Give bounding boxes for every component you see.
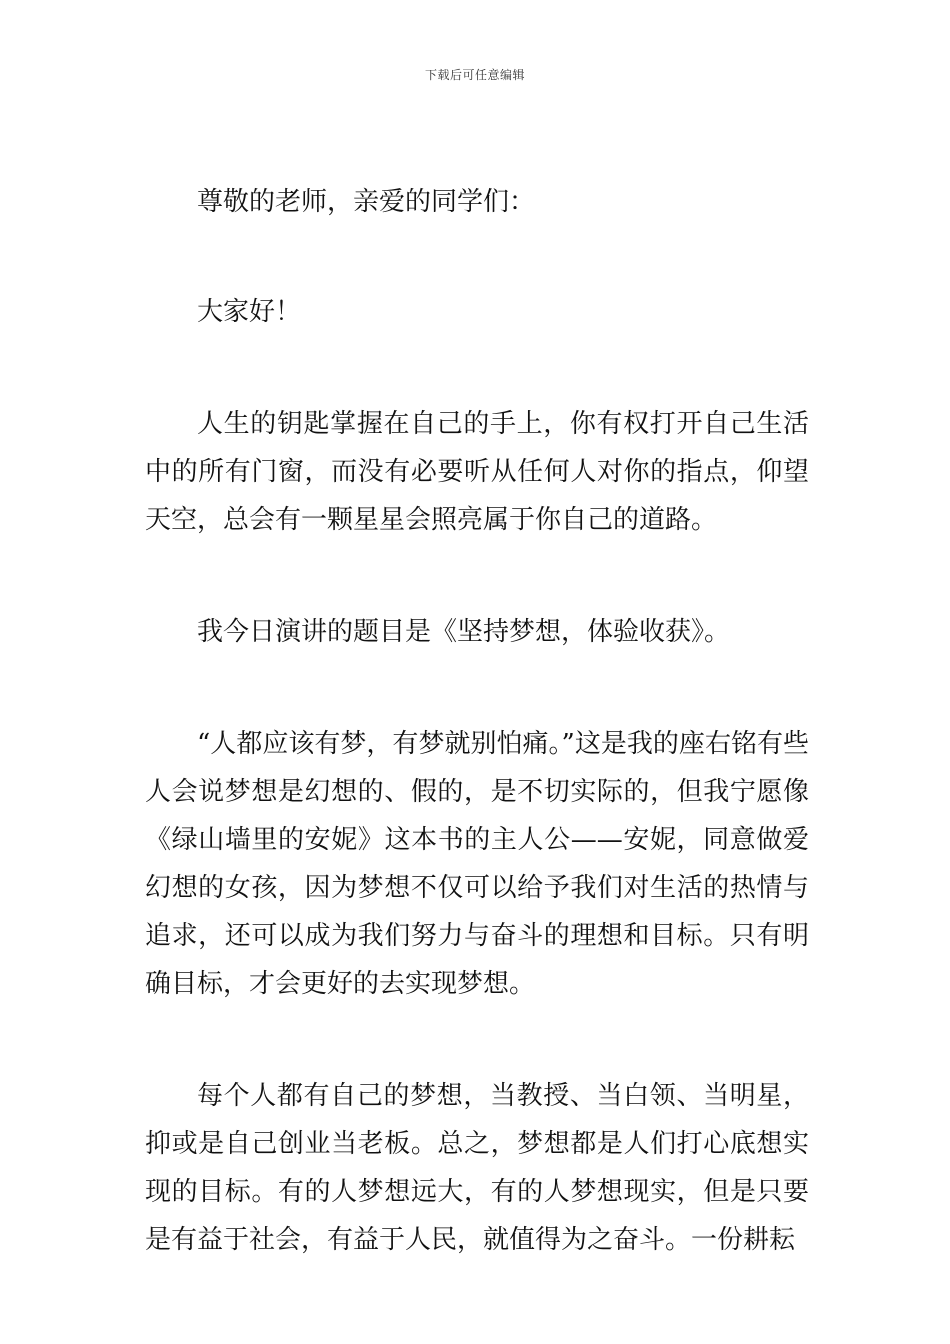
paragraph-topic: 我今日演讲的题目是《坚持梦想，体验收获》。 bbox=[197, 617, 731, 647]
page-header: 下载后可任意编辑 bbox=[424, 68, 525, 82]
paragraph-motto: “人都应该有梦，有梦就别怕痛。”这是我的座右铭有些人会说梦想是幻想的、假的，是不切实际的，但我宁愿像《绿山墙里的安妮》这本书的主人公——安妮，同意做爱幻想的女孩，因为梦想不仅可以给予我们对生活的热情与追求，还可以成为我们努力与奋斗的理想和目标。只有明确目标，才会更好的去实现梦想。 bbox=[145, 729, 809, 999]
greeting: 大家好！ bbox=[197, 297, 302, 327]
paragraph-intro: 人生的钥匙掌握在自己的手上，你有权打开自己生活中的所有门窗，而没有必要听从任何人对你的指点，仰望天空，总会有一颗星星会照亮属于你自己的道路。 bbox=[145, 409, 809, 535]
document-body bbox=[145, 178, 809, 1264]
salutation: 尊敬的老师，亲爱的同学们： bbox=[197, 187, 536, 217]
paragraph-dreams: 每个人都有自己的梦想，当教授、当白领、当明星，抑或是自己创业当老板。总之，梦想都是人们打心底想实现的目标。有的人梦想远大，有的人梦想现实，但是只要是有益于社会，有益于人民，就值得为之奋斗。一份耕耘 bbox=[145, 1081, 809, 1255]
